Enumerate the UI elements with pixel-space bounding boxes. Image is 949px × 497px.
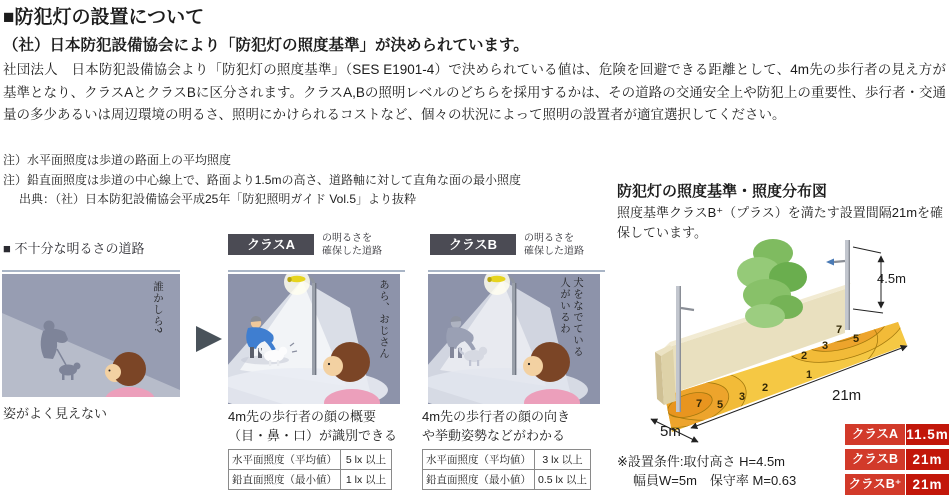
note-vertical: 注）鉛直面照度は歩道の中心線上で、路面より1.5mの高さ、道路軸に対して直角な面の最小照度 — [3, 172, 521, 187]
spacing-value: 21m — [906, 449, 949, 470]
class-label: クラスB⁺ — [845, 474, 905, 495]
class-b-spacing-row — [845, 449, 949, 470]
class-b-plus-spacing-row — [845, 474, 949, 495]
panel-a-rule — [228, 270, 405, 272]
next-arrow-icon — [196, 326, 222, 352]
page-title: ■防犯灯の設置について — [3, 7, 205, 28]
class-b-suffix: の明るさを 確保した道路 — [524, 233, 584, 257]
contour-value: 7 — [836, 324, 843, 336]
note-source: 出典：（社）日本防犯設備協会平成25年「防犯照明ガイド Vol.5」より抜粋 — [19, 192, 417, 206]
class-b-illuminance-table — [422, 449, 591, 490]
class-label: クラスA — [845, 424, 905, 445]
class-label: クラスB — [845, 449, 905, 470]
speech-bubble-oh-mister: あら、おじさん — [378, 279, 390, 360]
height-dimension-label: 4.5m — [877, 271, 906, 286]
panel-bad-label: ■ 不十分な明るさの道路 — [3, 241, 145, 256]
class-a-suffix: の明るさを 確保した道路 — [322, 233, 382, 257]
installation-condition-line2: 幅員W=5m 保守率 M=0.63 — [633, 473, 797, 488]
contour-value: 5 — [717, 399, 724, 411]
table-row: 水平面照度（平均値） 3 lx 以上 — [423, 450, 591, 470]
class-a-illuminance-table — [228, 449, 392, 490]
table-row: 鉛直面照度（最小値） 0.5 lx 以上 — [423, 470, 591, 490]
diagram-description: 照度基準クラスB⁺（プラス）を満たす設置間隔21mを確保しています。 — [617, 205, 944, 240]
speech-bubble-who: 誰かしら? — [152, 281, 164, 334]
body-paragraph: 社団法人 日本防犯設備協会より「防犯灯の照度基準」（SES E1901-4）で決められている値は、危険を回避できる距離として、4m先の歩行者の見え方が基準となり、クラスAとクラスBに区分されます。クラスA,Bの照明レベルのどちらを採用するかは、その道路の交通安全上や防犯上の重要性、歩行者・交通量の多少あるいは周辺環境の明るさ、照明にかけられるコストなど、個々の状況によって照明の設置者が適宜選択してください。 — [3, 62, 946, 122]
installation-condition-line1: ※設置条件:取付高さ H=4.5m — [617, 454, 785, 469]
tree — [737, 239, 807, 328]
class-b-badge: クラスB — [430, 234, 516, 255]
class-a-caption: 4m先の歩行者の顔の概要 （目・鼻・口）が識別できる — [228, 409, 398, 443]
illuminance-distribution-diagram — [615, 225, 949, 450]
contour-value: 2 — [762, 382, 769, 394]
spacing-value: 11.5m — [906, 424, 949, 445]
contour-value: 3 — [739, 391, 746, 403]
class-b-caption: 4m先の歩行者の顔の向き や挙動姿勢などがわかる — [422, 409, 571, 443]
panel-bad-rule — [2, 270, 180, 272]
speech-bubble-petting-dog: 犬をなでている人がいるわ — [559, 277, 584, 358]
spacing-value: 21m — [906, 474, 949, 495]
panel-bad-caption: 姿がよく見えない — [3, 406, 108, 421]
contour-value: 5 — [853, 333, 860, 345]
class-a-badge: クラスA — [228, 234, 314, 255]
contour-value: 1 — [806, 369, 813, 381]
class-a-road-illustration — [228, 274, 400, 404]
panel-b-rule — [428, 270, 605, 272]
lamp-arrow — [826, 259, 834, 266]
table-row: 鉛直面照度（最小値） 1 lx 以上 — [229, 470, 392, 490]
class-spacing-badges — [845, 424, 949, 497]
contour-value: 7 — [696, 398, 703, 410]
diagram-title: 防犯灯の照度基準・照度分布図 — [617, 183, 828, 200]
table-row: 水平面照度（平均値） 5 lx 以上 — [229, 450, 392, 470]
contour-value: 2 — [801, 350, 808, 362]
length-dimension-label: 21m — [832, 387, 862, 404]
note-horizontal: 注）水平面照度は歩道の路面上の平均照度 — [3, 153, 232, 167]
class-a-spacing-row — [845, 424, 949, 445]
width-dimension-label: 5m — [660, 423, 681, 440]
page-subtitle: （社）日本防犯設備協会により「防犯灯の照度基準」が決められています。 — [3, 37, 529, 54]
contour-value: 3 — [822, 340, 829, 352]
notes-block — [3, 151, 521, 210]
